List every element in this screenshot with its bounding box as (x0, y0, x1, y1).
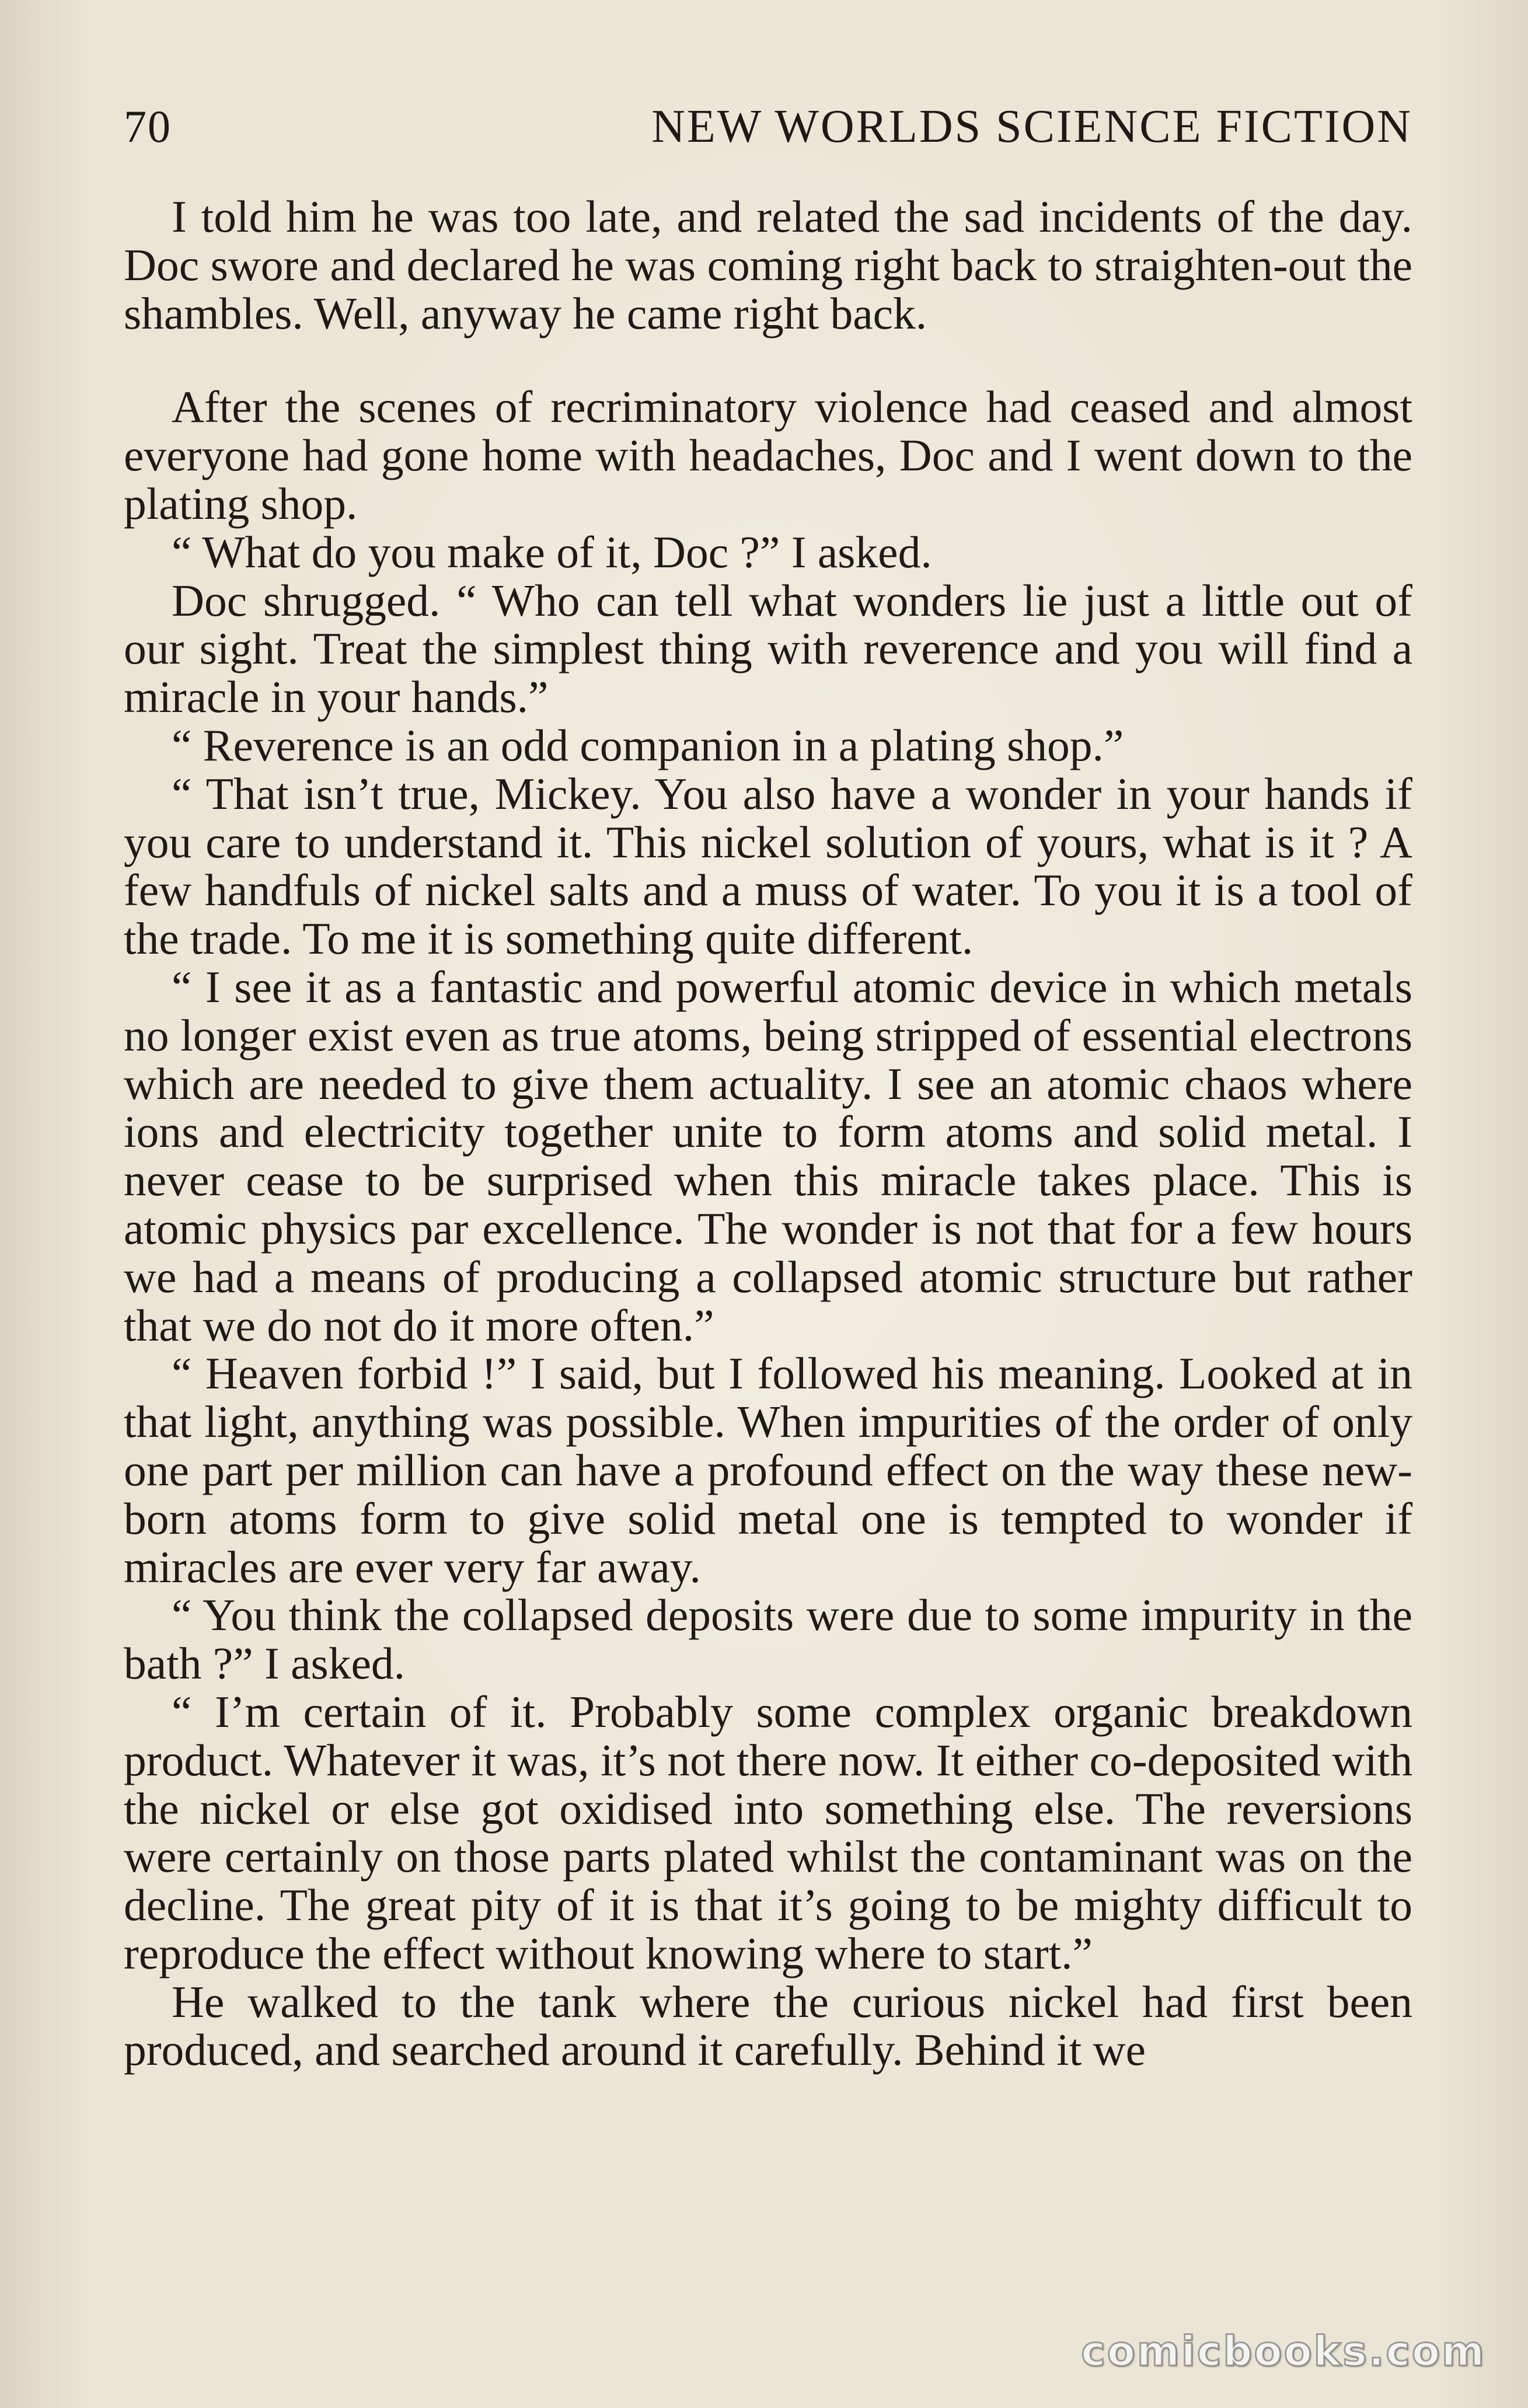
page-number: 70 (124, 101, 172, 152)
paragraph: Doc shrugged. “ Who can tell what wonders lie just a little out of our sight. Treat the simplest thing with reverence and you will find a miracle in your hands.” (124, 575, 1412, 723)
paragraph: “ Heaven forbid !” I said, but I followed his meaning. Looked at in that light, anything was possible. When impurities of the order of only one part per million can have a profound effect on the way these new-born atoms form to give solid metal one is tempted to wonder if miracles are ever very far away. (124, 1348, 1412, 1592)
paragraph: “ Reverence is an odd companion in a plating shop.” (172, 720, 1124, 770)
body-text (124, 193, 1412, 2074)
paragraph: “ That isn’t true, Mickey. You also have a wonder in your hands if you care to understand it. This nickel solution of yours, what is it ? A few handfuls of nickel salts and a muss of water. To you it is a tool of the trade. To me it is something quite different. (124, 768, 1412, 964)
watermark-logo: comicbooks.com (1081, 2327, 1486, 2375)
paragraph: He walked to the tank where the curious nickel had first been produced, and searched around it carefully. Behind it we (124, 1976, 1412, 2075)
paragraph: I told him he was too late, and related the sad incidents of the day. Doc swore and declared he was coming right back to straighten-out the shambles. Well, anyway he came right back. (124, 191, 1412, 338)
paragraph: “ I see it as a fantastic and powerful atomic device in which metals no longer exist even as true atoms, being stripped of essential electrons which are needed to give them actuality. I see an atomic chaos where ions and electricity together unite to form atoms and solid metal. I never cease to be surprised when this miracle takes place. This is atomic physics par excellence. The wonder is not that for a few hours we had a means of producing a collapsed atomic structure but rather that we do not do it more often.” (124, 961, 1412, 1350)
paragraph: “ I’m certain of it. Probably some complex organic breakdown product. Whatever it was, it’s not there now. It either co-deposited with the nickel or else got oxidised into something else. The reversions were certainly on those parts plated whilst the contaminant was on the decline. The great pity of it is that it’s going to be mighty difficult to reproduce the effect without knowing where to start.” (124, 1686, 1412, 1978)
running-head (124, 100, 1412, 165)
running-title: NEW WORLDS SCIENCE FICTION (651, 101, 1412, 152)
paragraph: After the scenes of recriminatory violence had ceased and almost everyone had gone home with headaches, Doc and I went down to the plating shop. (124, 382, 1412, 529)
paragraph: “ What do you make of it, Doc ?” I asked. (172, 526, 932, 577)
paragraph: “ You think the collapsed deposits were due to some impurity in the bath ?” I asked. (124, 1590, 1412, 1689)
